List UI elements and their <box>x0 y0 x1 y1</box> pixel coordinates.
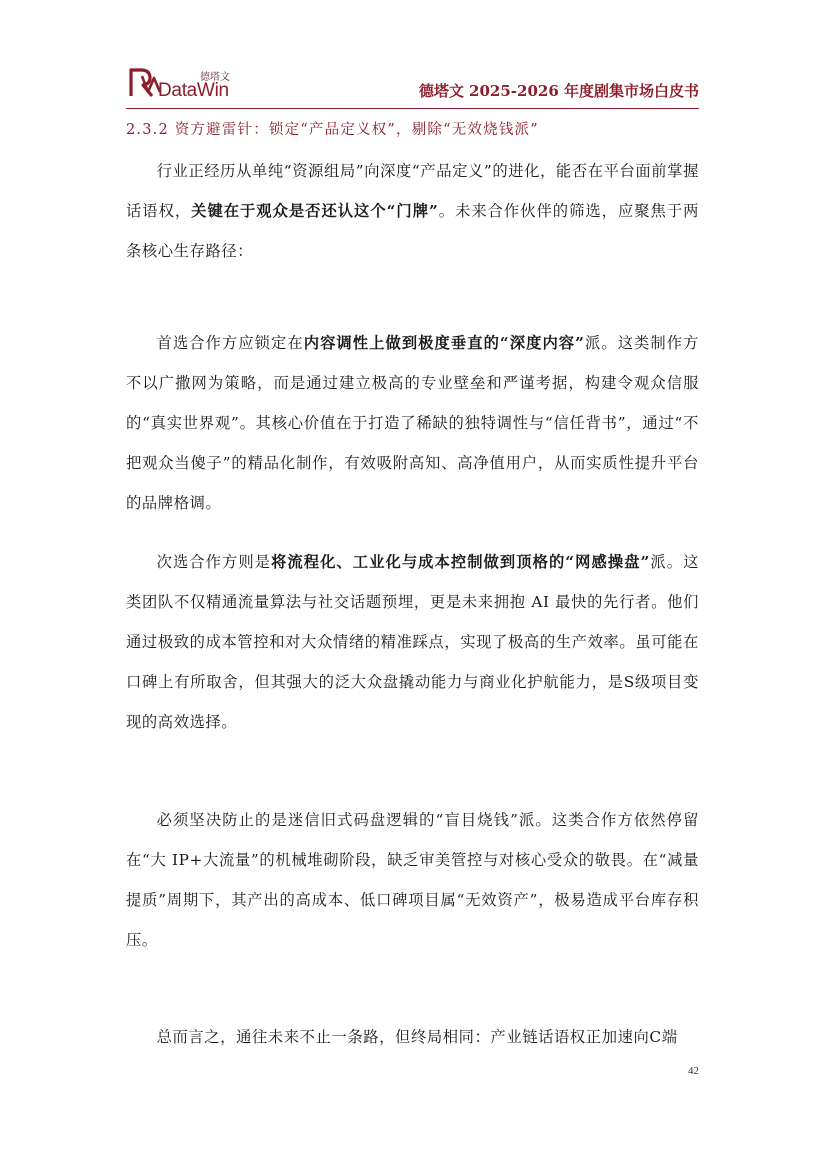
paragraph-text: 首选合作方应锁定在 <box>156 334 304 352</box>
paragraph-3 <box>126 542 699 742</box>
paragraph-2 <box>126 323 699 523</box>
paragraph-emphasis: 将流程化、工业化与成本控制做到顶格的“网感操盘” <box>271 553 650 571</box>
report-title: 德塔文 2025-2026 年度剧集市场白皮书 <box>418 82 699 100</box>
logo-english-text: DataWin <box>158 80 229 101</box>
paragraph-text: 次选合作方则是 <box>156 553 272 571</box>
paragraph-5 <box>126 1017 699 1057</box>
page-number: 42 <box>688 1065 699 1077</box>
paragraph-text: 派。这类团队不仅精通流量算法与社交话题预埋，更是未来拥抱 AI 最快的先行者。他们通过极致的成本管控和对大众情绪的精准踩点，实现了极高的生产效率。虽可能在口碑上有所取舍，但其强大的泛大众盘撬动能力与商业化护航能力，是S级项目变现的高效选择。 <box>126 553 699 731</box>
paragraph-1 <box>126 151 699 271</box>
paragraph-4 <box>126 800 699 960</box>
paragraph-text: 行业正经历从单纯“资源组局”向深度“产品定义”的进化，能否在平台面前掌握话语权， <box>126 162 699 220</box>
paragraph-text: 。未来合作伙伴的筛选，应聚焦于两条核心生存路径： <box>126 202 699 260</box>
header-divider <box>126 108 699 109</box>
paragraph-text: 总而言之，通往未来不止一条路，但终局相同：产业链话语权正加速向C端 <box>156 1028 678 1046</box>
datawin-logo-icon <box>128 66 162 100</box>
section-heading: 2.3.2 资方避雷针：锁定“产品定义权”，剔除“无效烧钱派” <box>126 122 539 138</box>
paragraph-text: 必须坚决防止的是迷信旧式码盘逻辑的“盲目烧钱”派。这类合作方依然停留在“大 IP+大流量”的机械堆砌阶段，缺乏审美管控与对核心受众的敬畏。在“减量提质”周期下，其产出的高成本、低口碑项目属“无效资产”，极易造成平台库存积压。 <box>126 811 699 949</box>
datawin-logo <box>128 64 238 104</box>
paragraph-emphasis: 内容调性上做到极度垂直的“深度内容” <box>303 334 585 352</box>
paragraph-text: 派。这类制作方不以广撒网为策略，而是通过建立极高的专业壁垒和严谨考据，构建令观众信服的“真实世界观”。其核心价值在于打造了稀缺的独特调性与“信任背书”，通过“不把观众当傻子”的精品化制作，有效吸附高知、高净值用户，从而实质性提升平台的品牌格调。 <box>126 334 699 512</box>
logo-chinese-text: 德塔文 <box>200 72 230 83</box>
paragraph-emphasis: 关键在于观众是否还认这个“门牌” <box>191 202 439 220</box>
